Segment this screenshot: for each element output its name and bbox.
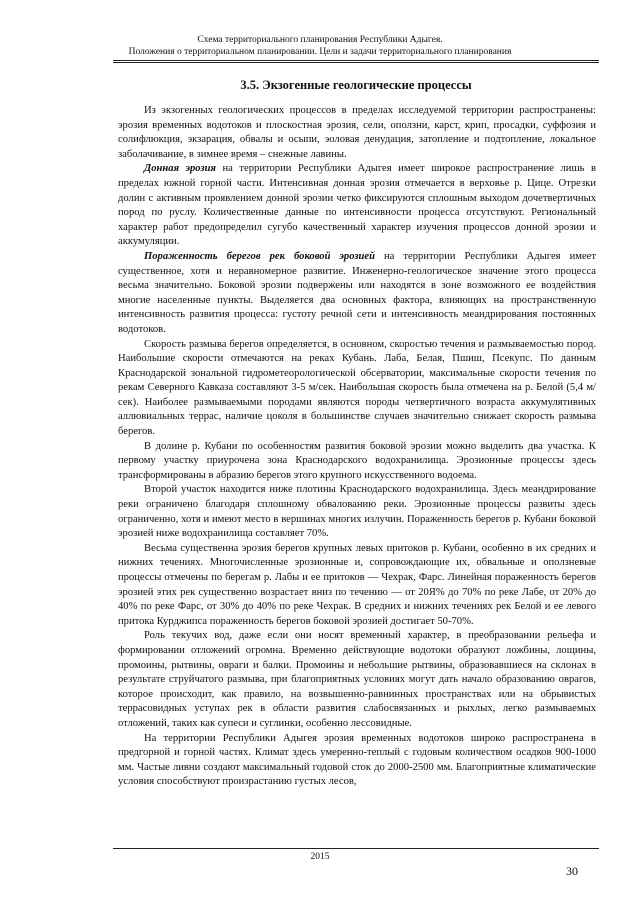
body-text <box>118 98 596 790</box>
footer-year: 2015 <box>310 852 330 862</box>
header-line-2: Положения о территориальном планировании. Цели и задачи территориального планирования <box>128 47 512 57</box>
paragraph-text: Скорость размыва берегов определяется, в основном, скоростью течения и размываемостью пород. Наибольшие скорости отмечаются на реках Кубань. Лаба, Белая, Пшиш, Псекупс. По данным Краснодарской зональной гидрометеорологической обсерватории, максимальные скорости течения по рекам Северного Кавказа составляют 3-5 м/сек. Наибольшая скорость была отмечена на р. Белой (5,4 м/сек). Наиболее размываемыми породами являются породы четвертичного возраста аккумулятивных аллювиальных террас, наличие цоколя в большинстве случаев значительно снижает скорость размыва берегов. <box>118 338 596 438</box>
paragraph <box>118 104 596 162</box>
paragraph-text: В долине р. Кубани по особенностям развития боковой эрозии можно выделить два участка. К первому участку приурочена зона Краснодарского водохранилища. Эрозионные процессы здесь трансформированы в абразию берегов этого крупного искусственного водоема. <box>118 440 596 481</box>
running-header <box>0 34 640 58</box>
paragraph <box>118 250 596 338</box>
paragraph <box>118 440 596 484</box>
paragraph-text: Весьма существенна эрозия берегов крупных левых притоков р. Кубани, особенно в их средних и нижних течениях. Многочисленные эрозионные и, сопровождающие их, обвальные и оползневые процессы отмечены по берегам р. Лабы и ее притоков — Чехрак, Фарс. Линейная пораженность берегов эрозией этих рек существенно возрастает вниз по течению — от 20Я% до 70% по реке Лабе, от 20% до 40% по реке Фарс, от 30% до 40% по реке Чехрак. В средних и нижних течениях рек Белой и ее левого притока Курджипса пораженность берегов боковой эрозией достигает 50-70%. <box>118 542 596 627</box>
footer-divider <box>113 848 599 849</box>
paragraph <box>118 542 596 630</box>
paragraph-text: На территории Республики Адыгея эрозия временных водотоков широко распространена в предгорной и горной частях. Климат здесь умеренно-теплый с годовым количеством осадков 900-1000 мм. Частые ливни создают максимальный годовой сток до 2000-2500 мм. Благоприятные климатические условия способствуют произрастанию густых лесов, <box>118 732 596 788</box>
paragraph-text: на территории Республики Адыгея имеет существенное, хотя и неравномерное развитие. Инженерно-геологическое значение этого процесса весьма значительно. Боковой эрозии подвержены или находятся в зоне возможного ее воздействия многие населенные пункты. Выделяется два основных фактора, влияющих на пространственную интенсивность развития процесса: густоту речной сети и интенсивность меандрирования постоянных водотоков. <box>118 250 596 335</box>
paragraph-text: Роль текучих вод, даже если они носят временный характер, в преобразовании рельефа и формировании отложений огромна. Временно действующие водотоки образуют ложбины, лощины, промоины, рытвины, овраги и балки. Промоины и небольшие рытвины, образовавшиеся на склонах в результате струйчатого размыва, при благоприятных условиях могут дать начало образованию оврагов, которое происходит, как правило, на возвышенно-равнинных пространствах или на обрывистых террасовидных уступах рек в области развития слабосвязанных и рыхлых, легко размываемых отложений, таких как супеси и суглинки, особенно лессовидные. <box>118 630 596 729</box>
header-divider <box>113 60 599 61</box>
section-title: 3.5. Экзогенные геологические процессы <box>240 78 472 92</box>
header-divider-secondary <box>113 62 599 63</box>
paragraph-text: Из экзогенных геологических процессов в пределах исследуемой территории распространены: эрозия временных водотоков и плоскостная эрозия, сели, оползни, карст, крип, просадки, суффозия и солифлюкция, экзарация, обвалы и осыпи, эоловая денудация, затопление и подтопление, локальное заболачивание, в зимнее время – снежные лавины. <box>118 105 596 160</box>
paragraph <box>118 483 596 541</box>
paragraph <box>118 162 596 250</box>
paragraph <box>118 629 596 731</box>
paragraph-text: Второй участок находится ниже плотины Краснодарского водохранилища. Здесь меандрирование реки ограничено благодаря сплошному обвалованию реки. Эрозионные процессы развиты здесь ограниченно, хотя и имеют место в вершинах многих излучин. Пораженность берегов р. Кубани боковой эрозией ниже водохранилища составляет 70%. <box>118 484 596 540</box>
paragraph <box>118 732 596 790</box>
paragraph-text: на территории Республики Адыгея имеет широкое распространение лишь в пределах южной горной части. Интенсивная донная эрозия отмечается в верховье р. Цице. Отрезки долин с активным проявлением донной эрозии четко фиксируются сплошным выходом дочетвертичных пород по руслу. Количественные данные по интенсивности процесса отсутствуют. Региональный характер работ предопределил сугубо качественный характер изучения процессов донной эрозии и аккумуляции. <box>118 163 596 248</box>
paragraph-lead: Пораженность берегов рек боковой эрозией <box>144 250 375 262</box>
header-line-1: Схема территориального планирования Республики Адыгея. <box>197 35 443 45</box>
paragraph <box>118 338 596 440</box>
paragraph-lead: Донная эрозия <box>144 163 216 175</box>
page-number: 30 <box>566 864 578 878</box>
